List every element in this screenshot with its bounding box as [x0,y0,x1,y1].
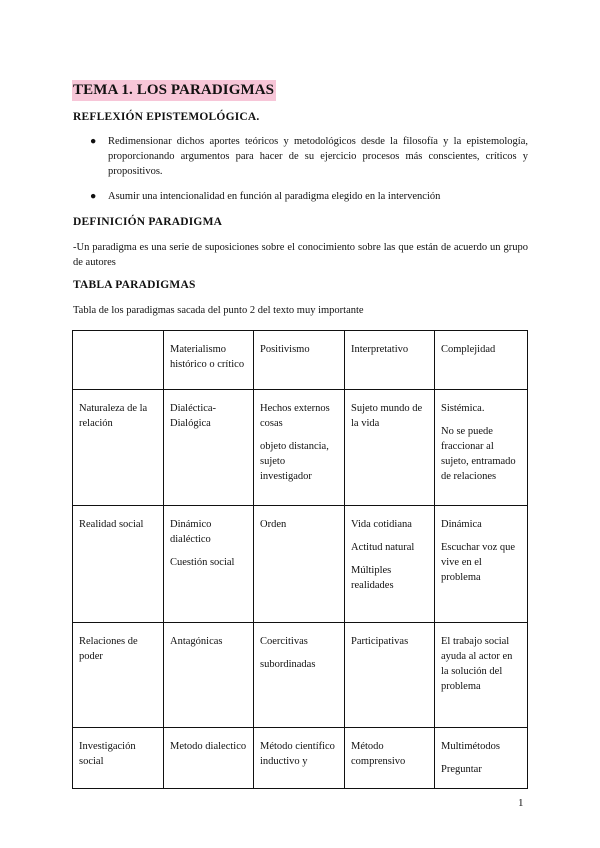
cell-line: Metodo dialectico [170,741,247,752]
table-header-cell [73,331,164,390]
table-cell [164,506,254,623]
table-cell [435,728,528,789]
cell-line: Coercitivas [260,636,308,647]
table-row [73,623,528,728]
table-cell [345,506,435,623]
cell-line: Sujeto mundo de la vida [351,403,423,429]
table-header-cell: Interpretativo [345,331,435,390]
document-title: TEMA 1. LOS PARADIGMAS [72,80,276,101]
cell-line: Actitud natural [351,542,415,553]
table-caption: Tabla de los paradigmas sacada del punto 2 del texto muy importante [73,305,364,316]
table-row [73,390,528,506]
bullet-dot-icon: ● [90,136,97,147]
heading-tabla: TABLA PARADIGMAS [73,279,196,291]
cell-line: Método comprensivo [351,741,406,767]
row-label-cell: Naturaleza de la relación [73,390,164,506]
table-header-cell: Complejidad [435,331,528,390]
bullet-dot-icon: ● [90,191,97,202]
cell-line: No se puede fraccionar al sujeto, entramado de relaciones [441,426,516,482]
table-cell [435,390,528,506]
table-cell [345,390,435,506]
definicion-paragraph: -Un paradigma es una serie de suposiciones sobre el conocimiento sobre las que están de acuerdo un grupo de autores [73,242,528,268]
cell-line: Antagónicas [170,636,223,647]
heading-reflexion: REFLEXIÓN EPISTEMOLÓGICA. [73,111,260,123]
cell-line: Participativas [351,636,409,647]
bullet-text: Asumir una intencionalidad en función al paradigma elegido en la intervención [108,191,441,202]
bullet-item [73,189,528,204]
cell-line: Sistémica. [441,403,485,414]
cell-line: Orden [260,519,287,530]
table-header-row [73,331,528,390]
table-cell [164,390,254,506]
row-label-cell: Realidad social [73,506,164,623]
cell-line: objeto distancia, sujeto investigador [260,441,329,482]
table-cell [164,623,254,728]
cell-line: Dinámico dialéctico [170,519,212,545]
table-cell [254,506,345,623]
table-cell [345,728,435,789]
table-cell [435,506,528,623]
cell-line: Cuestión social [170,557,235,568]
table-cell [254,728,345,789]
cell-line: Vida cotidiana [351,519,412,530]
cell-line: subordinadas [260,659,316,670]
cell-line: Escuchar voz que vive en el problema [441,542,516,583]
table-cell [254,623,345,728]
table-header-cell: Positivismo [254,331,345,390]
table-cell [345,623,435,728]
cell-line: Dialéctica-Dialógica [170,403,217,429]
row-label-cell: Relaciones de poder [73,623,164,728]
bullet-item [73,134,528,179]
bullet-text: Redimensionar dichos aportes teóricos y metodológicos desde la filosofía y la epistemología, proporcionando argumentos para hacer de su ejercicio procesos más conscientes, críticos y propositivos. [108,136,528,177]
table-row [73,728,528,789]
cell-line: Hechos externos cosas [260,403,330,429]
cell-line: Preguntar [441,764,482,775]
cell-line: Multimétodos [441,741,500,752]
paradigms-table [72,330,528,789]
table-header-cell: Materialismo histórico o crítico [164,331,254,390]
table-cell [254,390,345,506]
cell-line: El trabajo social ayuda al actor en la solución del problema [441,636,513,692]
reflexion-bullet-list [73,134,528,204]
page-number: 1 [518,797,524,809]
table-cell [164,728,254,789]
table-cell [435,623,528,728]
cell-line: Múltiples realidades [351,565,394,591]
row-label-cell: Investigación social [73,728,164,789]
table-row [73,506,528,623]
cell-line: Método científico inductivo y [260,741,335,767]
cell-line: Dinámica [441,519,482,530]
heading-definicion: DEFINICIÓN PARADIGMA [73,216,223,228]
